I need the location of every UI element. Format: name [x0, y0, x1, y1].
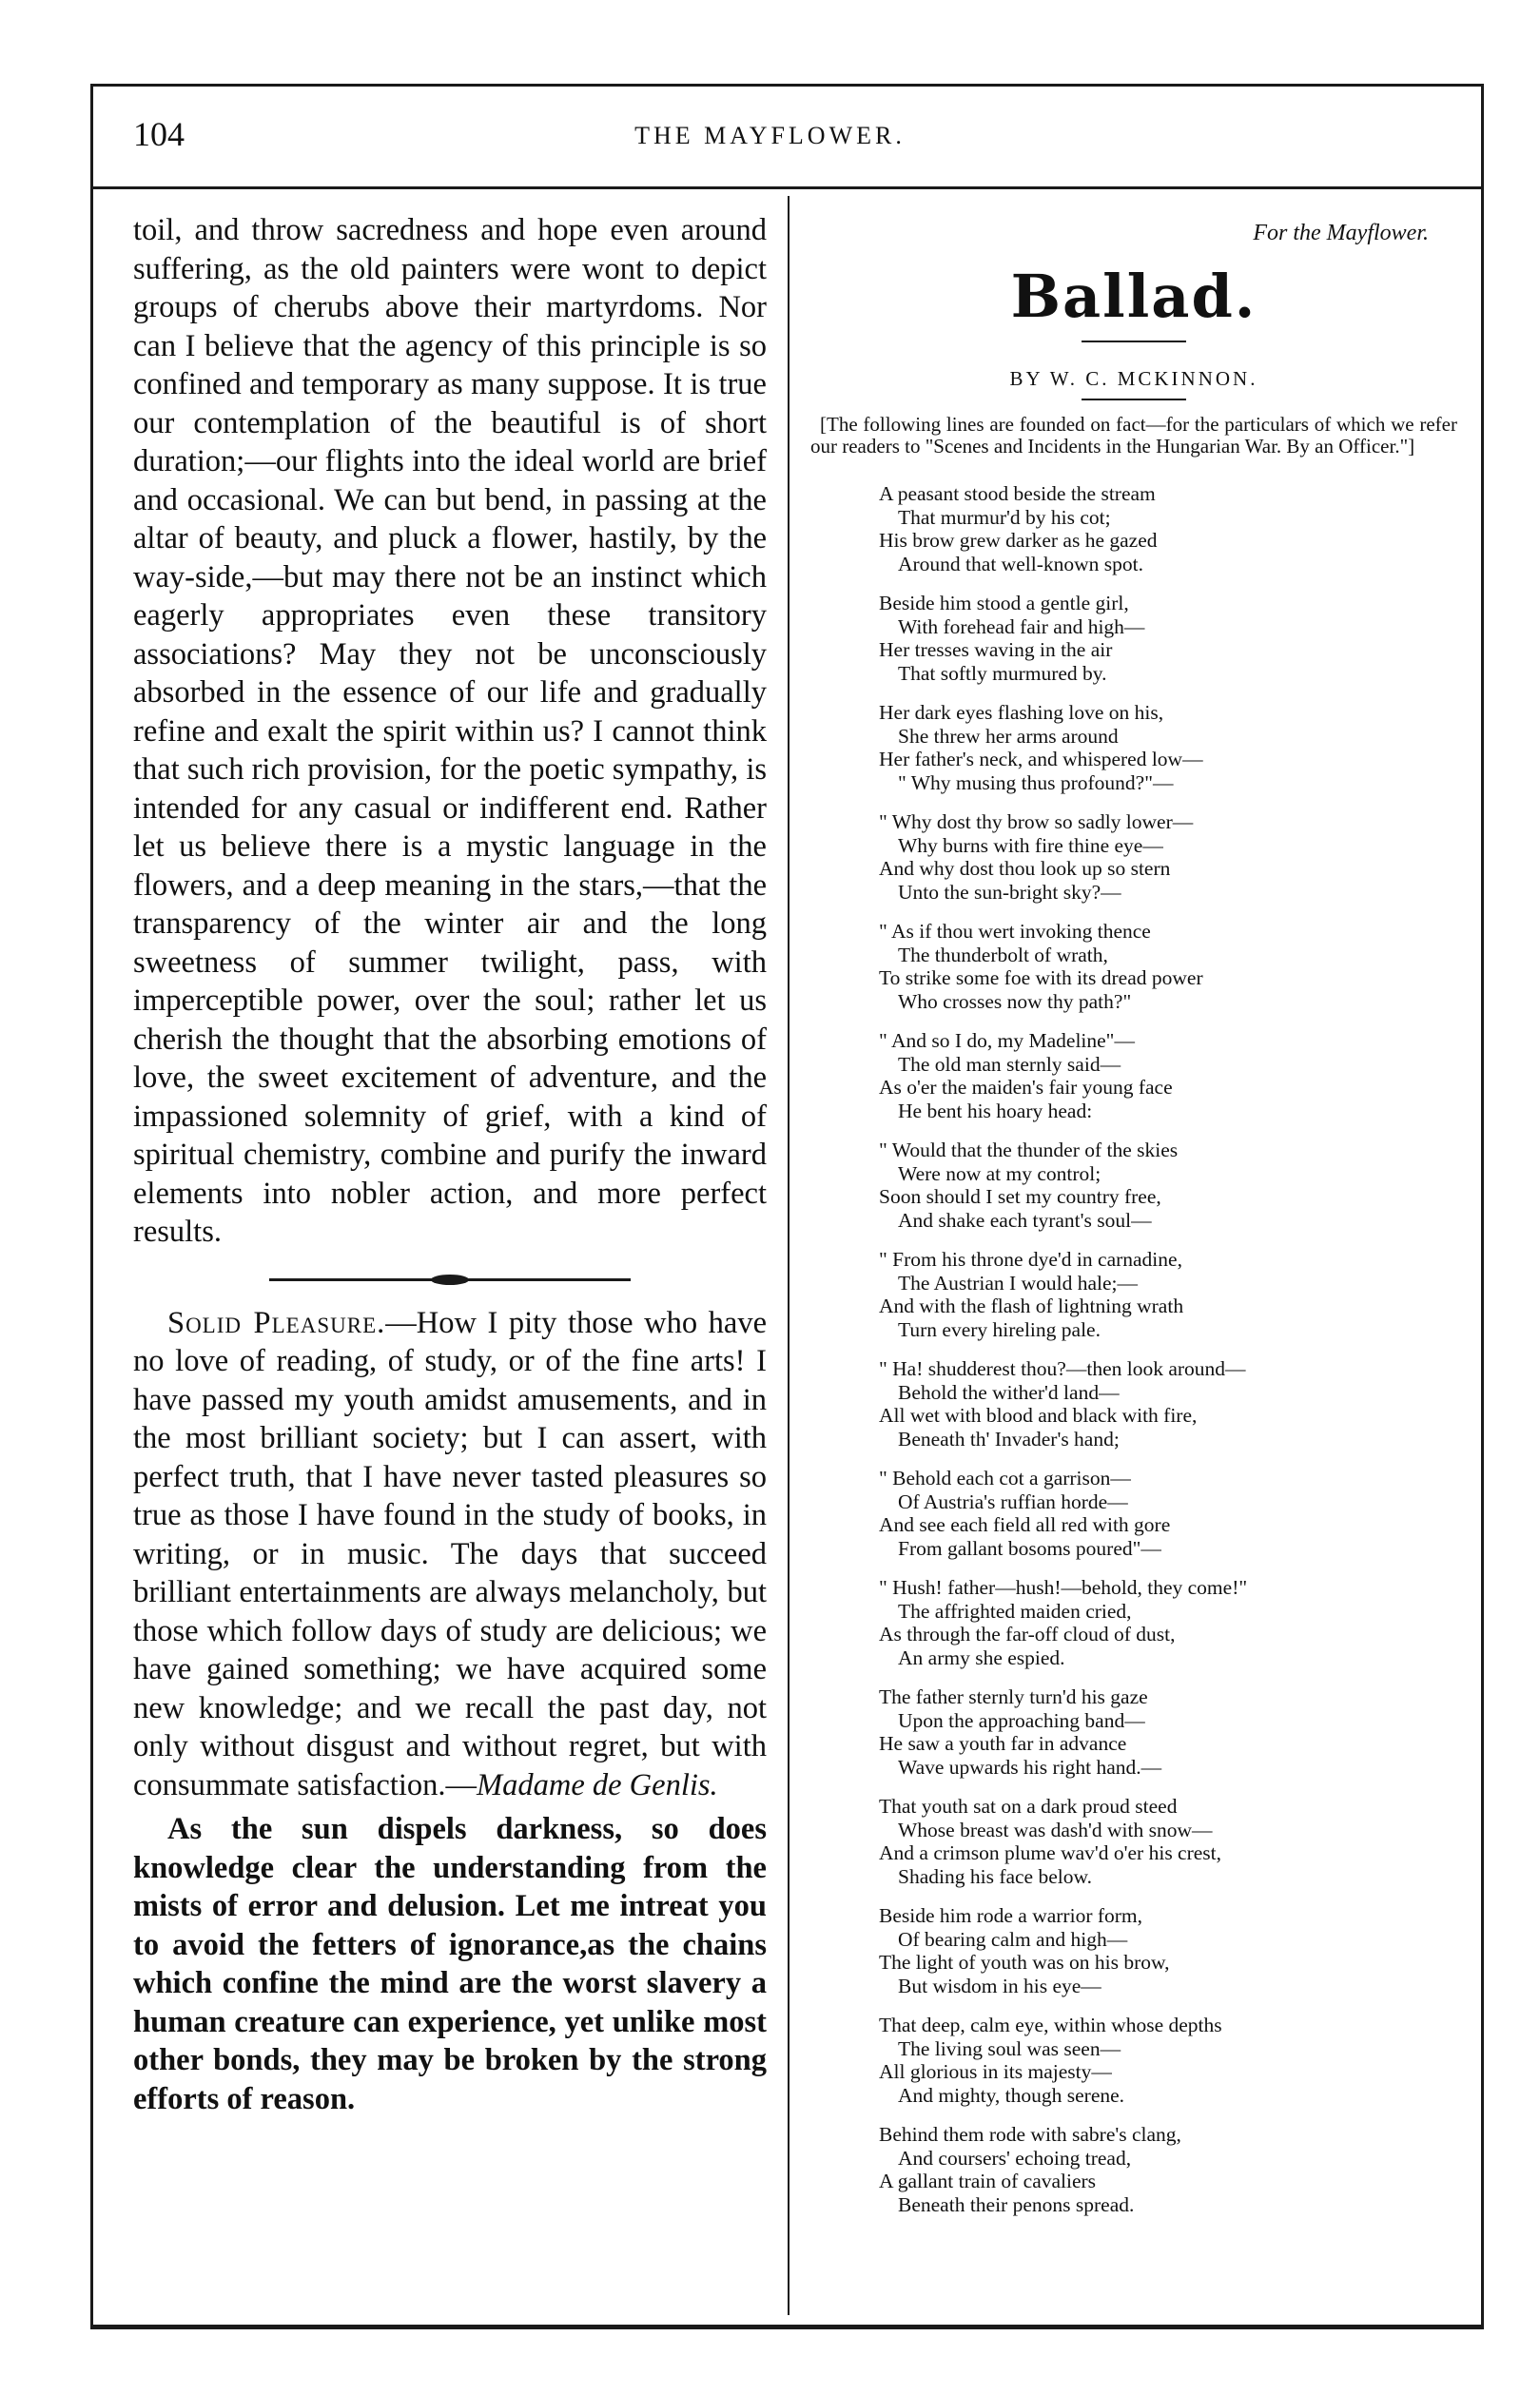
solid-pleasure-heading: Solid Pleasure.: [167, 1305, 386, 1340]
ballad-stanza: [879, 701, 1457, 794]
ballad-line: " And so I do, my Madeline"—: [879, 1029, 1135, 1052]
ballad-line: The Austrian I would hale;—: [898, 1271, 1138, 1295]
byline-rule: [1082, 399, 1186, 400]
ballad-byline: BY W. C. MCKINNON.: [1009, 367, 1258, 390]
ballad-line: Upon the approaching band—: [898, 1708, 1145, 1732]
ballad-stanzas: [810, 482, 1457, 2216]
column-divider: [788, 196, 789, 2315]
ballad-line: Her father's neck, and whispered low—: [879, 748, 1203, 770]
ballad-line: " Why dost thy brow so sadly lower—: [879, 810, 1194, 833]
ballad-stanza: [879, 592, 1457, 685]
ballad-stanza: [879, 1685, 1457, 1779]
bottom-rule: [90, 2325, 1484, 2329]
ballad-line: Beneath th' Invader's hand;: [898, 1427, 1120, 1451]
ballad-line: And shake each tyrant's soul—: [898, 1208, 1152, 1232]
title-rule: [1082, 341, 1186, 342]
ballad-stanza: [879, 810, 1457, 904]
ballad-line: The old man sternly said—: [898, 1052, 1121, 1076]
ballad-line: An army she espied.: [898, 1645, 1065, 1669]
ballad-line: " Hush! father—hush!—behold, they come!": [879, 1576, 1248, 1599]
ballad-line: Behold the wither'd land—: [898, 1380, 1120, 1404]
ballad-line: And why dost thou look up so stern: [879, 857, 1171, 880]
ballad-stanza: [879, 2014, 1457, 2107]
ballad-line: And mighty, though serene.: [898, 2083, 1125, 2107]
ballad-line: To strike some foe with its dread power: [879, 966, 1203, 989]
ballad-line: Her tresses waving in the air: [879, 638, 1113, 661]
ballad-line: But wisdom in his eye—: [898, 1974, 1101, 1997]
ballad-line: Beside him rode a warrior form,: [879, 1904, 1143, 1927]
essay-continuation: toil, and throw sacredness and hope even around suffering, as the old painters were wont to depict groups of cherubs above their martyrdoms. Nor can I believe that the agency of this principle is so confined and temporary as many suppose. It is true our contemplation of the beautiful is of short duration;—our flights into the ideal world are brief and occasional. We can but bend, in passing at the altar of beauty, and pluck a flower, hastily, by the way-side,—but may there not be an instinct which eagerly appropriates even these transitory associations? May they not be unconsciously absorbed in the essence of our life and gradually refine and exalt the spirit within us? I cannot think that such rich provision, for the poetic sympathy, is intended for any casual or indifferent end. Rather let us believe there is a mystic language in the flowers, and a deep meaning in the stars,—that the transparency of the winter air and the long sweetness of summer twilight, pass, with imperceptible power, over the soul; rather let us cherish the thought that the absorbing emotions of love, the sweet excitement of adventure, and the impassioned solemnity of grief, with a kind of spiritual chemistry, combine and purify the inward elements into nobler action, and more perfect results.: [133, 213, 767, 1249]
ballad-line: And see each field all red with gore: [879, 1513, 1171, 1536]
ballad-line: " Would that the thunder of the skies: [879, 1139, 1179, 1161]
ballad-line: From gallant bosoms poured"—: [898, 1536, 1161, 1560]
right-column: [810, 211, 1457, 2232]
top-rule: [90, 84, 1484, 87]
ballad-line: " From his throne dye'd in carnadine,: [879, 1248, 1182, 1271]
solid-pleasure-paragraph: [133, 1304, 767, 1805]
ballad-stanza: [879, 1576, 1457, 1669]
ballad-line: Her dark eyes flashing love on his,: [879, 701, 1164, 724]
knowledge-paragraph: As the sun dispels darkness, so does knowledge clear the understanding from the mists of error and delusion. Let me intreat you to avoid the fetters of ignorance,as the chains which confine the mind are the worst slavery a human creature can experience, yet unlike most other bonds, they may be broken by the strong efforts of reason.: [133, 1812, 767, 2116]
ballad-line: The thunderbolt of wrath,: [898, 943, 1108, 966]
page-number: 104: [133, 115, 185, 153]
ballad-line: Turn every hireling pale.: [898, 1317, 1101, 1341]
solid-pleasure-author: Madame de Genlis.: [477, 1767, 718, 1802]
ballad-title: Ballad.: [1010, 262, 1257, 331]
ballad-line: And coursers' echoing tread,: [898, 2146, 1132, 2170]
ballad-stanza: [879, 1904, 1457, 1997]
ballad-line: That softly murmured by.: [898, 661, 1107, 685]
ballad-line: And with the flash of lightning wrath: [879, 1295, 1184, 1317]
ballad-line: He saw a youth far in advance: [879, 1732, 1127, 1755]
ballad-line: Around that well-known spot.: [898, 552, 1143, 575]
ballad-line: The affrighted maiden cried,: [898, 1599, 1132, 1623]
ballad-line: Beside him stood a gentle girl,: [879, 592, 1129, 614]
ballad-stanza: [879, 1467, 1457, 1560]
ballad-stanza: [879, 920, 1457, 1013]
ballad-line: He bent his hoary head:: [898, 1099, 1093, 1122]
ballad-line: The father sternly turn'd his gaze: [879, 1685, 1148, 1708]
ballad-line: A gallant train of cavaliers: [879, 2170, 1097, 2192]
ballad-line: Soon should I set my country free,: [879, 1185, 1161, 1208]
ballad-line: All glorious in its majesty—: [879, 2060, 1112, 2083]
ballad-stanza: [879, 1357, 1457, 1451]
ballad-line: Behind them rode with sabre's clang,: [879, 2123, 1181, 2146]
ballad-line: That murmur'd by his cot;: [898, 505, 1111, 529]
ballad-line: Wave upwards his right hand.—: [898, 1755, 1162, 1779]
ballad-line: " As if thou wert invoking thence: [879, 920, 1151, 943]
ballad-line: All wet with blood and black with fire,: [879, 1404, 1198, 1427]
ballad-stanza: [879, 482, 1457, 575]
ballad-stanza: [879, 1795, 1457, 1888]
ballad-line: The living soul was seen—: [898, 2036, 1121, 2060]
ballad-line: Beneath their penons spread.: [898, 2192, 1135, 2216]
ballad-line: As through the far-off cloud of dust,: [879, 1623, 1176, 1645]
header-rule: [90, 186, 1484, 189]
ballad-line: With forehead fair and high—: [898, 614, 1145, 638]
solid-pleasure-body: —How I pity those who have no love of reading, of study, or of the fine arts! I have passed my youth amidst amusements, and in the most brilliant society; but I can assert, with perfect truth, that I have never tasted pleasures so true as those I have found in the study of books, in writing, or in music. The days that succeed brilliant entertainments are always melancholy, but those which follow days of study are delicious; we have gained something; we have acquired some new knowledge; and we recall the past day, not only without disgust and without regret, but with consummate satisfaction.—: [133, 1305, 768, 1802]
ballad-line: Of Austria's ruffian horde—: [898, 1490, 1128, 1513]
ballad-line: She threw her arms around: [898, 724, 1119, 748]
ballad-line: Of bearing calm and high—: [898, 1927, 1128, 1951]
ballad-line: That deep, calm eye, within whose depths: [879, 2014, 1222, 2036]
ballad-line: Unto the sun-bright sky?—: [898, 880, 1121, 904]
ballad-stanza: [879, 1029, 1457, 1122]
ballad-line: Who crosses now thy path?": [898, 989, 1132, 1013]
ballad-line: Were now at my control;: [898, 1161, 1101, 1185]
ballad-intro-note: [The following lines are founded on fact—for the particulars of which we refer our readers to "Scenes and Incidents in the Hungarian War. By an Officer."]: [810, 413, 1457, 458]
left-column: [133, 211, 767, 2118]
ballad-line: " Why musing thus profound?"—: [898, 770, 1174, 794]
ballad-stanza: [879, 1248, 1457, 1341]
dedication-line: For the Mayflower.: [1253, 221, 1429, 245]
ballad-stanza: [879, 2123, 1457, 2216]
ballad-line: The light of youth was on his brow,: [879, 1951, 1170, 1974]
ballad-line: Whose breast was dash'd with snow—: [898, 1818, 1213, 1841]
left-border: [90, 84, 93, 2327]
ballad-line: His brow grew darker as he gazed: [879, 529, 1158, 552]
ornamental-rule: [269, 1278, 631, 1281]
ballad-stanza: [879, 1139, 1457, 1232]
ballad-line: A peasant stood beside the stream: [879, 482, 1156, 505]
ballad-line: As o'er the maiden's fair young face: [879, 1076, 1173, 1099]
ballad-line: That youth sat on a dark proud steed: [879, 1795, 1178, 1818]
right-border: [1481, 84, 1484, 2327]
ballad-line: Why burns with fire thine eye—: [898, 833, 1163, 857]
ornament-icon: [431, 1275, 469, 1285]
ballad-line: " Behold each cot a garrison—: [879, 1467, 1131, 1490]
ballad-line: Shading his face below.: [898, 1864, 1092, 1888]
ballad-line: " Ha! shudderest thou?—then look around—: [879, 1357, 1246, 1380]
running-head: THE MAYFLOWER.: [634, 122, 906, 149]
ballad-line: And a crimson plume wav'd o'er his crest,: [879, 1841, 1222, 1864]
